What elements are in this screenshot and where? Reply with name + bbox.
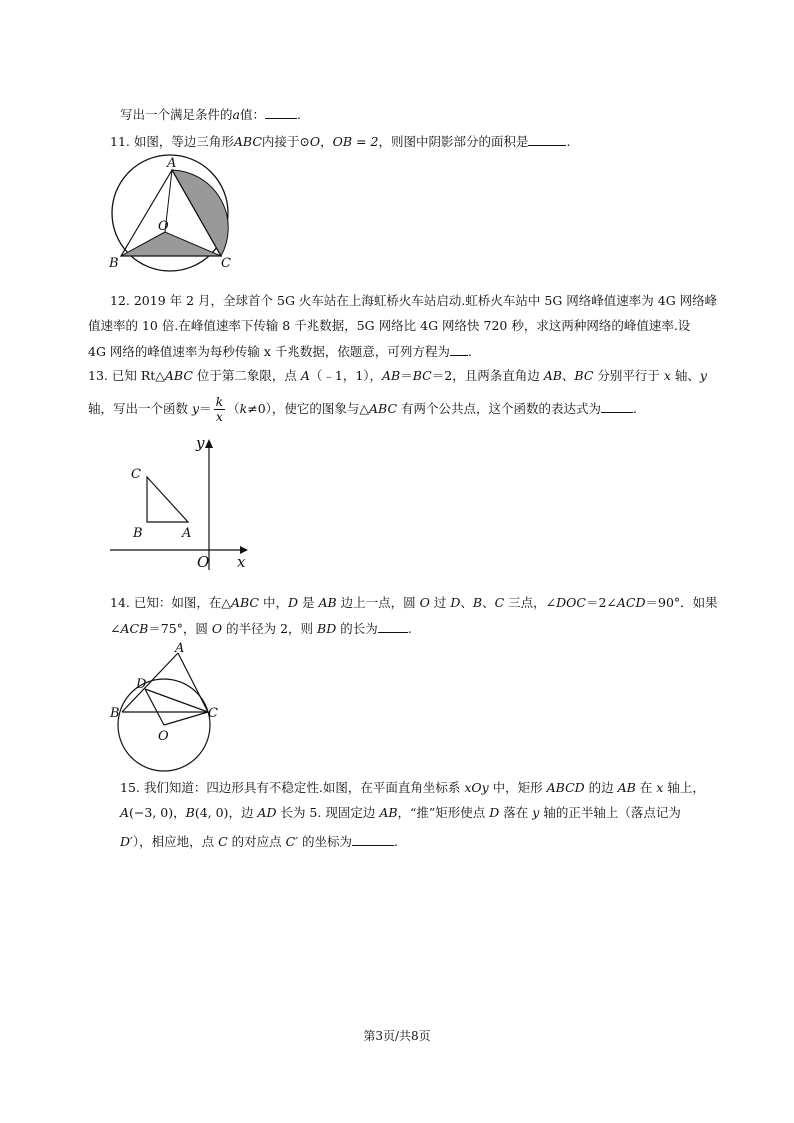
- q14-line2: [110, 620, 412, 637]
- q13-seg: ＝: [199, 401, 212, 416]
- answer-blank: [601, 400, 633, 413]
- q13-seg: x: [663, 368, 671, 383]
- q15-seg: C: [218, 834, 228, 849]
- q13-end: .: [633, 401, 638, 416]
- q13-seg: ABC: [164, 368, 193, 383]
- q13-figure: [105, 430, 255, 575]
- q14-seg: ACB: [120, 621, 149, 636]
- q15-seg: ，“推”矩形使点: [397, 805, 490, 820]
- q12-line2: 值速率的 10 倍.在峰值速率下传输 8 千兆数据，5G 网络比 4G 网络快 720 秒，求这两种网络的峰值速率.设: [88, 318, 691, 333]
- q10-end: .: [296, 107, 301, 122]
- q15-seg: AD: [257, 805, 277, 820]
- label-a: A: [175, 641, 185, 656]
- q13-seg: ≠0），使它的图象与△: [247, 401, 370, 416]
- q11-end: .: [566, 134, 571, 149]
- q15-seg: 的对应点: [227, 834, 286, 849]
- q11-seg: ，: [320, 134, 333, 149]
- q15-seg: 的坐标为: [298, 834, 353, 849]
- q14-figure: [105, 638, 235, 773]
- q13-seg: （﹣1，1），: [309, 368, 383, 383]
- q15-end: .: [394, 834, 399, 849]
- label-a: A: [167, 156, 177, 171]
- q11-seg: O: [309, 134, 321, 149]
- q11-number: 11.: [110, 134, 134, 149]
- q12-end: .: [467, 344, 472, 359]
- label-y: y: [196, 434, 205, 452]
- q11-figure: [105, 150, 245, 275]
- q14-seg: 14. 已知：如图，在△: [110, 595, 231, 610]
- q13-seg: AB: [382, 368, 401, 383]
- q15-seg: B: [185, 805, 195, 820]
- q13-seg: 分别平行于: [593, 368, 664, 383]
- q15-seg: xOy: [464, 780, 489, 795]
- answer-blank: [378, 620, 408, 633]
- q11-seg: 内接于⊙: [261, 134, 310, 149]
- q10-tail: [120, 106, 301, 123]
- q12-line3: [88, 343, 472, 360]
- q15-seg: ABCD: [546, 780, 585, 795]
- answer-blank: [265, 106, 297, 119]
- q14-seg: 中，: [258, 595, 288, 610]
- segment-oc: [164, 712, 208, 725]
- q15-seg: ），相应地，点: [132, 834, 219, 849]
- q15-seg: 在: [635, 780, 657, 795]
- q14-seg: 、: [482, 595, 495, 610]
- q11-seg: ，则图中阴影部分的面积是: [378, 134, 529, 149]
- q14-seg: ∠: [110, 621, 121, 636]
- q14-seg: ＝90°．如果: [645, 595, 718, 610]
- label-o: O: [158, 729, 169, 744]
- q15-line2: [120, 805, 681, 821]
- q13-seg: y: [191, 401, 200, 416]
- q14-end: .: [407, 621, 412, 636]
- q14-line1: [110, 595, 718, 611]
- label-b: B: [133, 526, 143, 541]
- label-b: B: [109, 256, 119, 271]
- q15-seg: A: [120, 805, 130, 820]
- q14-seg: 过: [429, 595, 451, 610]
- q11-seg: 如图，等边三角形: [133, 134, 234, 149]
- q15-seg: D′: [120, 834, 133, 849]
- q10-text: 写出一个满足条件的: [120, 107, 233, 122]
- q15-seg: 落在: [499, 805, 533, 820]
- q15-seg: 长为 5. 现固定边: [276, 805, 380, 820]
- q15-seg: 15. 我们知道：四边形具有不稳定性.如图，在平面直角坐标系: [120, 780, 465, 795]
- q13-line2: [88, 394, 637, 424]
- label-c: C: [131, 467, 141, 482]
- label-b: B: [110, 706, 120, 721]
- q13-seg: A: [300, 368, 310, 383]
- q14-seg: DOC: [556, 595, 586, 610]
- q13-seg: BC: [574, 368, 594, 383]
- q13-seg: ABC: [369, 401, 398, 416]
- q15-seg: 轴上，: [663, 780, 705, 795]
- q13-seg: 轴、: [670, 368, 700, 383]
- q14-seg: D: [450, 595, 461, 610]
- label-x: x: [237, 553, 246, 571]
- q14-seg: ACD: [616, 595, 646, 610]
- fraction-denominator: x: [215, 409, 223, 424]
- q14-seg: C: [494, 595, 505, 610]
- q15-seg: x: [656, 780, 664, 795]
- q15-line3: [120, 833, 398, 850]
- q13-seg: （: [227, 401, 240, 416]
- q14-seg: AB: [318, 595, 337, 610]
- q15-line1: [120, 780, 705, 796]
- fraction-k-over-x: [214, 395, 226, 424]
- q15-seg: (−3, 0): [129, 805, 174, 820]
- q13-seg: k: [239, 401, 248, 416]
- q14-seg: 三点，∠: [504, 595, 557, 610]
- q15-seg: ，边: [228, 805, 258, 820]
- shaded-triangle: [121, 232, 221, 256]
- q14-seg: D: [287, 595, 298, 610]
- q10-var: a: [232, 107, 240, 122]
- q11-seg: OB = 2: [332, 134, 379, 149]
- label-o: O: [158, 219, 169, 234]
- q14-seg: BD: [317, 621, 337, 636]
- q13-seg: BC: [412, 368, 432, 383]
- q15-seg: 轴的正半轴上（落点记为: [539, 805, 681, 820]
- q11-text: [110, 133, 570, 150]
- q15-seg: AB: [617, 780, 636, 795]
- q14-seg: ABC: [230, 595, 259, 610]
- q13-line1: [88, 368, 707, 384]
- label-c: C: [208, 706, 218, 721]
- q13-seg: 位于第二象限，点: [192, 368, 301, 383]
- q14-seg: O: [419, 595, 430, 610]
- q14-seg: ＝2∠: [585, 595, 617, 610]
- q15-seg: y: [532, 805, 540, 820]
- q14-seg: 的长为: [336, 621, 378, 636]
- label-d: D: [136, 677, 147, 692]
- q15-seg: 中，矩形: [488, 780, 547, 795]
- q13-seg: 、: [561, 368, 575, 383]
- q12-line3-text: 4G 网络的峰值速率为每秒传输 x 千兆数据，依题意，可列方程为: [88, 344, 450, 359]
- q15-seg: C′: [285, 834, 299, 849]
- q13-seg: 有两个公共点，这个函数的表达式为: [397, 401, 602, 416]
- q13-seg: 13. 已知 Rt△: [88, 368, 165, 383]
- q15-seg: ，: [173, 805, 186, 820]
- q11-seg: ABC: [233, 134, 262, 149]
- q13-seg: ＝: [400, 368, 413, 383]
- y-axis-arrow: [205, 439, 213, 448]
- q12-line1: 12. 2019 年 2 月，全球首个 5G 火车站在上海虹桥火车站启动.虹桥火车站中 5G 网络峰值速率为 4G 网络峰: [110, 293, 718, 308]
- q13-seg: AB: [543, 368, 562, 383]
- q14-seg: ＝75°，圆: [148, 621, 212, 636]
- answer-blank: [450, 343, 468, 356]
- label-c: C: [221, 256, 231, 271]
- fraction-numerator: k: [215, 394, 224, 409]
- answer-blank: [528, 133, 566, 146]
- q14-seg: 、: [460, 595, 473, 610]
- q13-seg: y: [699, 368, 707, 383]
- q15-seg: AB: [379, 805, 398, 820]
- page-footer: 第3页/共8页: [363, 1029, 431, 1043]
- q14-seg: B: [472, 595, 483, 610]
- triangle-abc: [147, 477, 188, 522]
- q15-seg: D: [489, 805, 500, 820]
- q15-seg: 的边: [584, 780, 618, 795]
- answer-blank: [352, 833, 394, 846]
- segment-ba: [122, 653, 178, 712]
- q14-seg: O: [211, 621, 223, 636]
- q14-seg: 是: [298, 595, 319, 610]
- q13-seg: 轴，写出一个函数: [88, 401, 192, 416]
- label-o: O: [197, 553, 210, 571]
- q13-seg: ＝2，且两条直角边: [431, 368, 544, 383]
- label-a: A: [182, 526, 192, 541]
- q14-seg: 边上一点，圆: [336, 595, 420, 610]
- q10-text2: 值：: [239, 107, 265, 122]
- q14-seg: 的半径为 2，则: [222, 621, 318, 636]
- q15-seg: (4, 0): [194, 805, 229, 820]
